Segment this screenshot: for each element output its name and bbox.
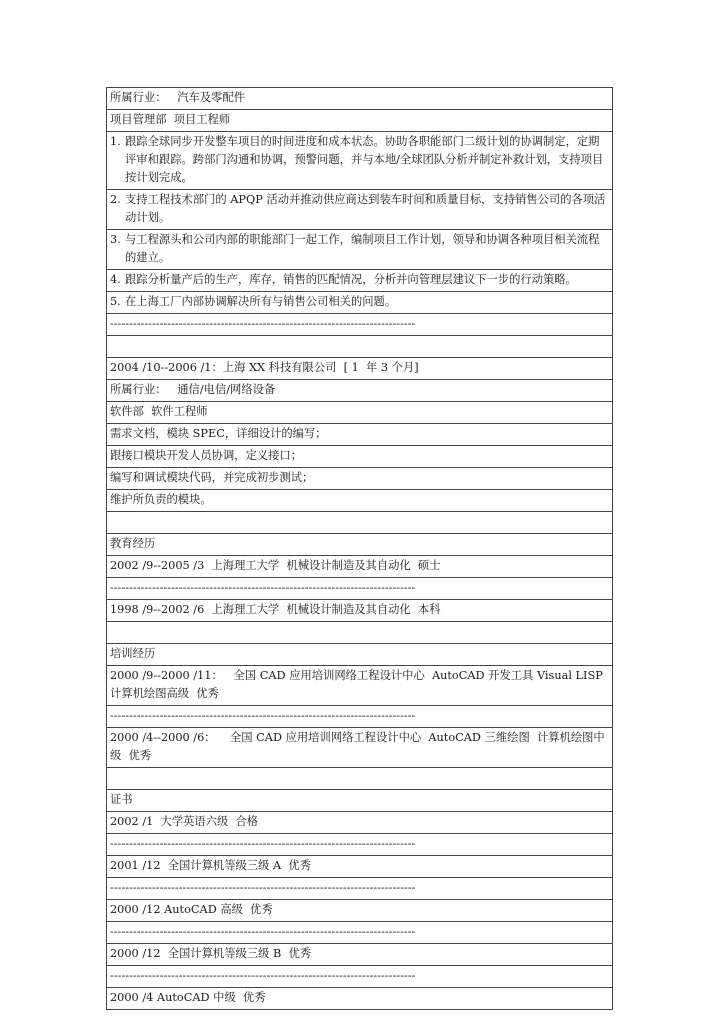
table-cell: [107, 944, 613, 966]
table-row: [107, 380, 613, 402]
table-row: [107, 728, 613, 768]
table-row: [107, 336, 613, 358]
table-cell: [107, 922, 613, 944]
table-row: [107, 768, 613, 790]
cell-text: 2000 /12 全国计算机等级三级 B 优秀: [110, 947, 312, 960]
cell-text: --------------------------------------------------------------------------------: [110, 881, 416, 894]
table-cell: [107, 402, 613, 424]
cell-text: 2004 /10--2006 /1：上海 XX 科技有限公司 [ 1 年 3 个月]: [110, 361, 419, 374]
item-text: 跟踪分析量产后的生产，库存，销售的匹配情况，分析并向管理层建议下一步的行动策略。: [125, 273, 577, 286]
item-number: 1.: [110, 135, 121, 148]
cell-text: 项目管理部 项目工程师: [110, 113, 231, 126]
resume-table: [106, 87, 613, 1010]
item-number: 2.: [110, 193, 121, 206]
table-cell: [107, 132, 613, 190]
table-cell: [107, 110, 613, 132]
table-row: [107, 790, 613, 812]
table-row: [107, 988, 613, 1010]
table-row: [107, 292, 613, 314]
numbered-item: [110, 271, 609, 289]
item-number: 3.: [110, 233, 121, 246]
cell-text: --------------------------------------------------------------------------------: [110, 837, 416, 850]
table-row: [107, 314, 613, 336]
table-row: [107, 706, 613, 728]
numbered-item: [110, 231, 609, 267]
table-row: [107, 966, 613, 988]
table-row: [107, 230, 613, 270]
table-row: [107, 468, 613, 490]
table-row: [107, 270, 613, 292]
table-row: [107, 512, 613, 534]
cell-text: --------------------------------------------------------------------------------: [110, 925, 416, 938]
table-cell: [107, 768, 613, 790]
table-cell: [107, 622, 613, 644]
cell-text: 1998 /9--2002 /6 上海理工大学 机械设计制造及其自动化 本科: [110, 603, 441, 616]
table-row: [107, 110, 613, 132]
table-cell: [107, 988, 613, 1010]
item-number: 4.: [110, 273, 121, 286]
table-cell: [107, 534, 613, 556]
table-row: [107, 424, 613, 446]
table-row: [107, 666, 613, 706]
table-cell: [107, 644, 613, 666]
table-cell: [107, 556, 613, 578]
table-row: [107, 812, 613, 834]
table-cell: [107, 856, 613, 878]
table-cell: [107, 728, 613, 768]
cell-text: 软件部 软件工程师: [110, 405, 208, 418]
table-row: [107, 856, 613, 878]
table-cell: [107, 230, 613, 270]
cell-text: --------------------------------------------------------------------------------: [110, 581, 416, 594]
table-row: [107, 900, 613, 922]
table-cell: [107, 512, 613, 534]
numbered-item: [110, 293, 609, 311]
table-cell: [107, 270, 613, 292]
cell-text: 2000 /9--2000 /11： 全国 CAD 应用培训网络工程设计中心 AutoCAD 开发工具 Visual LISP 计算机绘图高级 优秀: [110, 669, 611, 700]
table-row: [107, 132, 613, 190]
table-cell: [107, 424, 613, 446]
cell-text: 2000 /4--2000 /6： 全国 CAD 应用培训网络工程设计中心 AutoCAD 三维绘图 计算机绘图中级 优秀: [110, 731, 605, 762]
item-text: 在上海工厂内部协调解决所有与销售公司相关的问题。: [125, 295, 397, 308]
table-row: [107, 358, 613, 380]
numbered-item: [110, 191, 609, 227]
table-row: [107, 878, 613, 900]
table-row: [107, 644, 613, 666]
table-row: [107, 490, 613, 512]
resume-rows: [107, 88, 613, 1010]
table-row: [107, 402, 613, 424]
table-cell: [107, 336, 613, 358]
table-cell: [107, 190, 613, 230]
numbered-item: [110, 133, 609, 187]
table-cell: [107, 834, 613, 856]
table-row: [107, 922, 613, 944]
table-row: [107, 534, 613, 556]
table-row: [107, 88, 613, 110]
table-cell: [107, 446, 613, 468]
table-cell: [107, 358, 613, 380]
cell-text: 2002 /9--2005 /3 上海理工大学 机械设计制造及其自动化 硕士: [110, 559, 441, 572]
cell-text: 培训经历: [110, 647, 156, 660]
cell-text: 需求文档，模块 SPEC，详细设计的编写；: [110, 427, 327, 440]
item-text: 与工程源头和公司内部的职能部门一起工作，编制项目工作计划，领导和协调各种项目相关流程的建立。: [125, 233, 600, 264]
table-cell: [107, 578, 613, 600]
item-text: 跟踪全球同步开发整车项目的时间进度和成本状态。协助各职能部门二级计划的协调制定，定期评审和跟踪。跨部门沟通和协调，预警问题，并与本地/全球团队分析并制定补救计划，支持项目按计划完成。: [125, 135, 604, 184]
table-cell: [107, 490, 613, 512]
table-row: [107, 190, 613, 230]
cell-text: 2001 /12 全国计算机等级三级 A 优秀: [110, 859, 311, 872]
table-cell: [107, 706, 613, 728]
table-row: [107, 834, 613, 856]
table-cell: [107, 812, 613, 834]
cell-text: 跟接口模块开发人员协调，定义接口；: [110, 449, 303, 462]
item-number: 5.: [110, 295, 121, 308]
table-cell: [107, 600, 613, 622]
resume-document: [106, 87, 613, 1010]
table-row: [107, 446, 613, 468]
cell-text: 所属行业： 汽车及零配件: [110, 91, 246, 104]
table-cell: [107, 88, 613, 110]
table-cell: [107, 666, 613, 706]
table-row: [107, 578, 613, 600]
table-cell: [107, 468, 613, 490]
table-row: [107, 622, 613, 644]
cell-text: --------------------------------------------------------------------------------: [110, 709, 416, 722]
table-row: [107, 556, 613, 578]
cell-text: 编写和调试模块代码，并完成初步测试；: [110, 471, 314, 484]
table-cell: [107, 380, 613, 402]
cell-text: --------------------------------------------------------------------------------: [110, 969, 416, 982]
table-cell: [107, 966, 613, 988]
cell-text: 2000 /12 AutoCAD 高级 优秀: [110, 903, 273, 916]
table-cell: [107, 790, 613, 812]
table-cell: [107, 314, 613, 336]
cell-text: 所属行业： 通信/电信/网络设备: [110, 383, 276, 396]
cell-text: 证书: [110, 793, 133, 806]
cell-text: 教育经历: [110, 537, 156, 550]
cell-text: 2000 /4 AutoCAD 中级 优秀: [110, 991, 266, 1004]
table-cell: [107, 900, 613, 922]
table-cell: [107, 292, 613, 314]
cell-text: --------------------------------------------------------------------------------: [110, 317, 416, 330]
cell-text: 维护所负责的模块。: [110, 493, 212, 506]
table-row: [107, 600, 613, 622]
table-cell: [107, 878, 613, 900]
cell-text: 2002 /1 大学英语六级 合格: [110, 815, 259, 828]
item-text: 支持工程技术部门的 APQP 活动并推动供应商达到装车时间和质量目标，支持销售公司的各项活动计划。: [125, 193, 606, 224]
table-row: [107, 944, 613, 966]
